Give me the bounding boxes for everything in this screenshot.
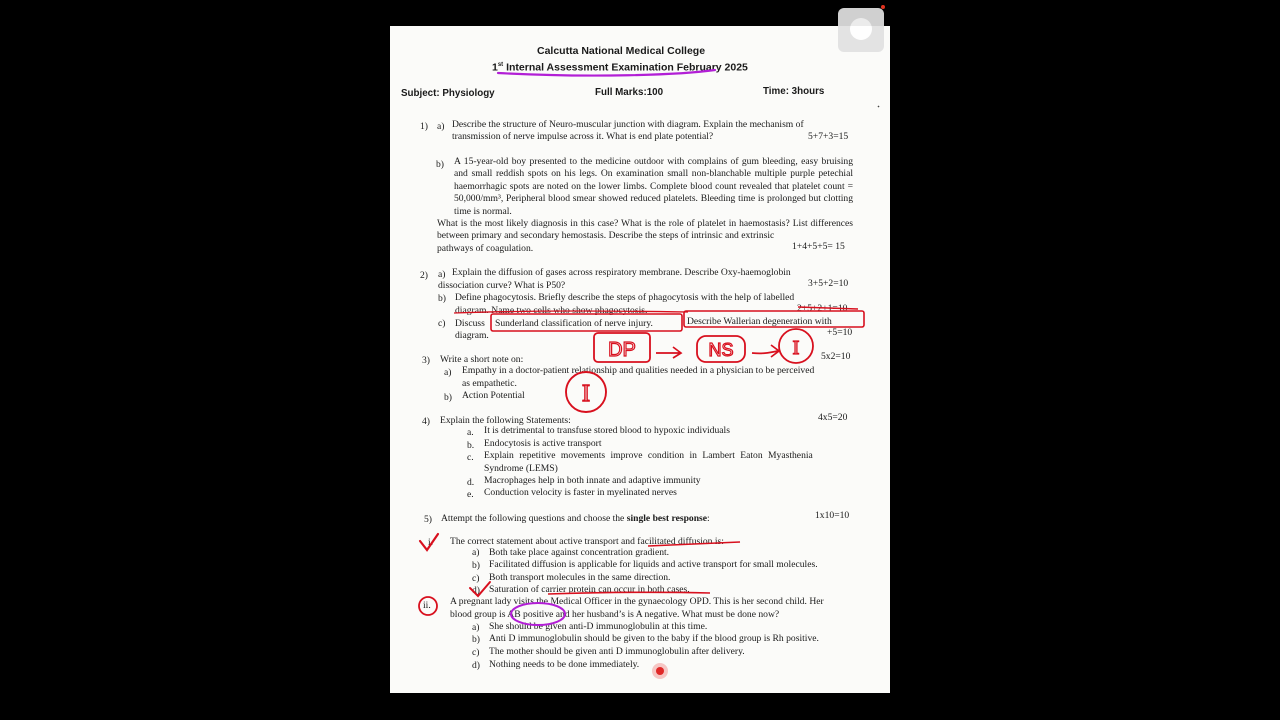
exam-title: 1st Internal Assessment Examination February 2025 [492,61,748,74]
q4-item-label: b. [467,440,475,451]
phagocytosis-strikeline [454,311,688,313]
option-text: Both take place against concentration gradient. [489,547,670,558]
q2a-line1: Explain the diffusion of gases across respiratory membrane. Describe Oxy-haemoglobin [452,267,791,278]
option-text: The mother should be given anti D immunoglobulin after delivery. [489,646,745,657]
control-knob-icon [850,18,872,40]
q4-item-label: e. [467,489,474,500]
wallerian-highlight-box [684,311,864,327]
q5-number: 5) [424,514,432,525]
option-label: a) [472,622,480,633]
dp-label: DP [608,339,636,361]
ii-circle [419,597,437,615]
option-text: Facilitated diffusion is applicable for liquids and active transport for small molecules. [489,559,818,570]
q4-marks: 4x5=20 [818,412,848,423]
q2-number: 2) [420,270,428,281]
sunderland-highlight-box [491,314,682,331]
q3-title: Write a short note on: [440,354,524,365]
q5-title: Attempt the following questions and choose the single best response: [441,513,710,524]
time-label: Time: 3hours [763,86,825,97]
q3a-line2: as empathetic. [462,378,517,389]
q3b-label: b) [444,392,452,403]
q1b-questions: What is the most likely diagnosis in this case? What is the role of platelet in haemostasis? List differences between primary and secondary hemostasis. Describe the steps of intrinsic and extrinsic [437,218,853,242]
facilitated-diffusion-underline [648,542,740,546]
q4-item-text: Conduction velocity is faster in myelinated nerves [484,487,677,498]
q3a-line1: Empathy in a doctor-patient relationship and qualities needed in a physician to be perceived [462,365,815,376]
q5-i-stem: The correct statement about active transport and facilitated diffusion is: [450,536,724,547]
handwritten-annotations [390,26,890,693]
q1a-line2: transmission of nerve impulse across it. What is end plate potential? [452,131,714,142]
college-name: Calcutta National Medical College [537,45,706,57]
ab-positive-circle [511,603,565,625]
q2c-marks: +5=10 [827,327,853,338]
ns-label: NS [708,340,734,360]
q2c-label: c) [438,318,446,329]
tick-q5-i [420,534,438,550]
q4-title: Explain the following Statements: [440,415,571,426]
carrier-protein-underline [548,592,710,594]
option-label: c) [472,647,480,658]
q4-item-text: Explain repetitive movements improve condition in Lambert Eaton Myasthenia [484,450,813,461]
q2c-highlight-wallerian: Describe Wallerian degeneration with [687,316,832,327]
q4-item-label: c. [467,452,474,463]
tick-option-d [470,582,490,596]
q1a-line1: Describe the structure of Neuro-muscular junction with diagram. Explain the mechanism of [452,119,804,130]
q4-number: 4) [422,416,430,427]
q5-ii-label: ii. [423,600,431,611]
exam-paper [390,26,890,693]
i-circle-label: I [792,337,800,359]
q1b-marks: 1+4+5+5= 15 [792,241,845,252]
q3-marks: 5x2=10 [821,351,851,362]
i-big-label: I [582,381,590,407]
q4-item-text: Endocytosis is active transport [484,438,602,449]
option-text: Nothing needs to be done immediately. [489,659,640,670]
q2c-highlight-sunderland: Sunderland classification of nerve injury. [495,318,653,329]
q5-ii-line1: A pregnant lady visits the Medical Officer in the gynaecology OPD. This is her second child. Her [450,596,824,607]
q2b-marks: 2+5+2+1=10 [797,303,848,314]
option-text: Anti D immunoglobulin should be given to the baby if the blood group is Rh positive. [489,633,819,644]
arrow-2 [752,345,779,357]
margin-dot [878,106,879,107]
q4-item-label: d. [467,477,475,488]
option-label: a) [472,547,480,558]
option-label: c) [472,573,480,584]
q1b-label: b) [436,159,444,170]
option-label: b) [472,634,480,645]
q3a-label: a) [444,367,452,378]
q4-item-text: It is detrimental to transfuse stored blood to hypoxic individuals [484,425,730,436]
q1-number: 1) [420,121,428,132]
q2a-marks: 3+5+2=10 [808,278,849,289]
q1b-last-line: pathways of coagulation. [437,243,534,254]
q1a-label: a) [437,121,445,132]
full-marks-label: Full Marks:100 [595,87,664,98]
subject-label: Subject: Physiology [401,88,495,99]
q3b-text: Action Potential [462,390,525,401]
q1b-case-text: A 15-year-old boy presented to the medicine outdoor with complains of gum bleeding, easy bruising and small reddish spots on his legs. On examination small non-blanchable multiple purple petechial haemorrhagic spots are noted on the lower limbs. Complete blood count revealed that platelet count = 50,000/mm³, Peripheral blood smear showed reduced platelets. Bleeding time is prolonged but clotting time is normal. [454,156,853,217]
option-text: Both transport molecules in the same direction. [489,572,671,583]
q5-i-label: i. [428,537,434,548]
q2b-label: b) [438,293,446,304]
q3-number: 3) [422,355,430,366]
q2c-discuss: Discuss [455,318,485,329]
q4-item-text: Macrophages help in both innate and adaptive immunity [484,475,701,486]
q2a-label: a) [438,269,446,280]
option-text: Saturation of carrier protein can occur in both cases. [489,584,690,595]
option-label: b) [472,560,480,571]
q2b-line2: diagram. Name two cells who show phagocytosis. [455,305,648,316]
q2b-line1: Define phagocytosis. Briefly describe the steps of phagocytosis with the help of labelled [455,292,795,303]
q2a-line2: dissociation curve? What is P50? [438,280,566,291]
option-label: d) [472,585,480,596]
q5-ii-line2: blood group is AB positive and her husband’s is A negative. What must be done now? [450,609,780,620]
pointer-cursor-icon [652,663,668,679]
option-label: d) [472,660,480,671]
title-underline [498,70,715,76]
recording-indicator-icon [881,5,885,9]
q1a-marks: 5+7+3=15 [808,131,849,142]
q2c-line2: diagram. [455,330,489,341]
wallerian-strikeline [798,307,858,309]
q4-item-label: a. [467,427,474,438]
q5-marks: 1x10=10 [815,510,850,521]
overlay-control-button[interactable] [838,8,884,52]
q4-item-text-cont: Syndrome (LEMS) [484,463,558,474]
option-text: She should be given anti-D immunoglobulin at this time. [489,621,708,632]
arrow-1 [656,347,681,358]
